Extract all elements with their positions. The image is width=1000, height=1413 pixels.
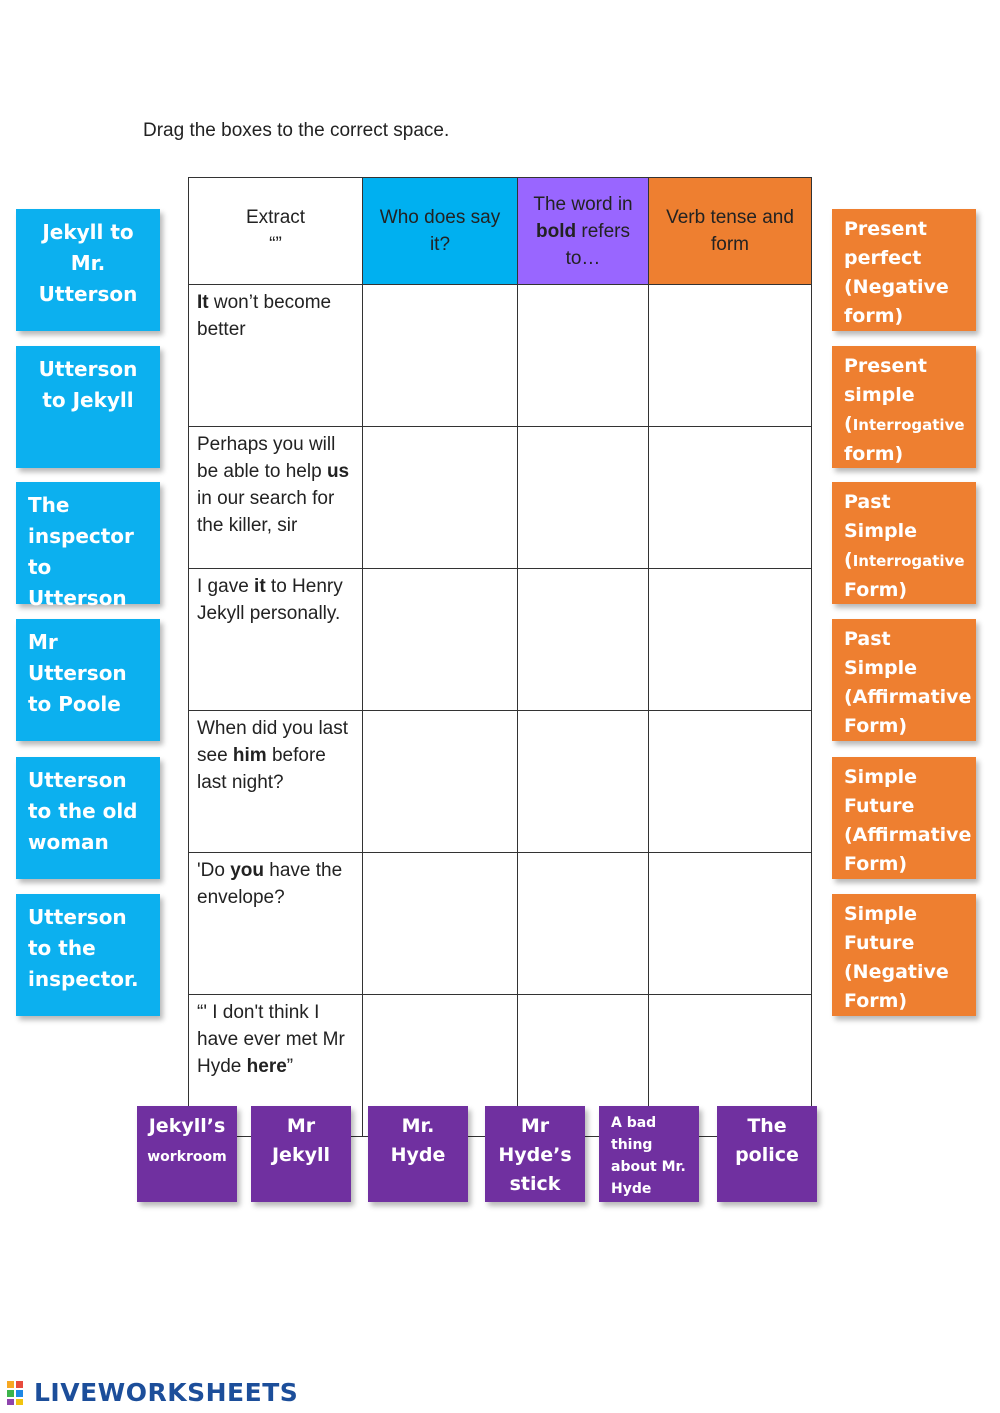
- table-row: [189, 569, 812, 711]
- extract-cell: “' I don't think I have ever met Mr Hyde here”: [189, 995, 363, 1137]
- card-tense-3[interactable]: Past Simple (Interrogative Form): [832, 482, 976, 604]
- header-verb-tense: Verb tense and form: [649, 178, 812, 285]
- drop-zone-who[interactable]: [363, 569, 518, 711]
- table-row: [189, 427, 812, 569]
- drop-zone-word[interactable]: [518, 285, 649, 427]
- table-row: [189, 853, 812, 995]
- card-tense-1[interactable]: Present perfect (Negative form): [832, 209, 976, 331]
- drop-zone-word[interactable]: [518, 711, 649, 853]
- card-referent-5[interactable]: A bad thing about Mr. Hyde: [599, 1106, 699, 1202]
- drop-zone-word[interactable]: [518, 853, 649, 995]
- card-referent-1[interactable]: Jekyll’s workroom: [137, 1106, 237, 1202]
- drop-zone-who[interactable]: [363, 711, 518, 853]
- drop-zone-verb[interactable]: [649, 427, 812, 569]
- drop-zone-verb[interactable]: [649, 711, 812, 853]
- drop-zone-who[interactable]: [363, 285, 518, 427]
- drop-zone-who[interactable]: [363, 853, 518, 995]
- extract-cell: When did you last see him before last night?: [189, 711, 363, 853]
- instruction-text: Drag the boxes to the correct space.: [143, 120, 450, 141]
- card-tense-5[interactable]: Simple Future (Affirmative Form): [832, 757, 976, 879]
- brand-logo: [6, 1378, 298, 1407]
- card-speaker-2[interactable]: Utterson to Jekyll: [16, 346, 160, 468]
- header-who-says: Who does say it?: [363, 178, 518, 285]
- header-extract: Extract “”: [189, 178, 363, 285]
- drop-zone-verb[interactable]: [649, 569, 812, 711]
- card-speaker-1[interactable]: Jekyll to Mr. Utterson: [16, 209, 160, 331]
- extract-cell: I gave it to Henry Jekyll personally.: [189, 569, 363, 711]
- header-bold-word: The word in bold refers to…: [518, 178, 649, 285]
- card-tense-2[interactable]: Present simple (Interrogative form): [832, 346, 976, 468]
- card-speaker-3[interactable]: The inspector to Utterson: [16, 482, 160, 604]
- extract-cell: 'Do you have the envelope?: [189, 853, 363, 995]
- card-tense-6[interactable]: Simple Future (Negative Form): [832, 894, 976, 1016]
- card-speaker-4[interactable]: Mr Utterson to Poole: [16, 619, 160, 741]
- card-referent-6[interactable]: The police: [717, 1106, 817, 1202]
- drop-zone-who[interactable]: [363, 427, 518, 569]
- drop-zone-word[interactable]: [518, 427, 649, 569]
- card-tense-4[interactable]: Past Simple (Affirmative Form): [832, 619, 976, 741]
- drop-zone-verb[interactable]: [649, 853, 812, 995]
- extract-cell: Perhaps you will be able to help us in our search for the killer, sir: [189, 427, 363, 569]
- card-speaker-6[interactable]: Utterson to the inspector.: [16, 894, 160, 1016]
- table-row: [189, 711, 812, 853]
- card-referent-3[interactable]: Mr. Hyde: [368, 1106, 468, 1202]
- drop-zone-verb[interactable]: [649, 285, 812, 427]
- liveworksheets-logo-icon: [6, 1380, 32, 1406]
- answer-table: [188, 177, 812, 1137]
- card-referent-4[interactable]: Mr Hyde’s stick: [485, 1106, 585, 1202]
- card-speaker-5[interactable]: Utterson to the old woman: [16, 757, 160, 879]
- brand-name: LIVEWORKSHEETS: [34, 1378, 299, 1407]
- card-referent-2[interactable]: Mr Jekyll: [251, 1106, 351, 1202]
- table-row: [189, 285, 812, 427]
- drop-zone-word[interactable]: [518, 569, 649, 711]
- extract-cell: It won’t become better: [189, 285, 363, 427]
